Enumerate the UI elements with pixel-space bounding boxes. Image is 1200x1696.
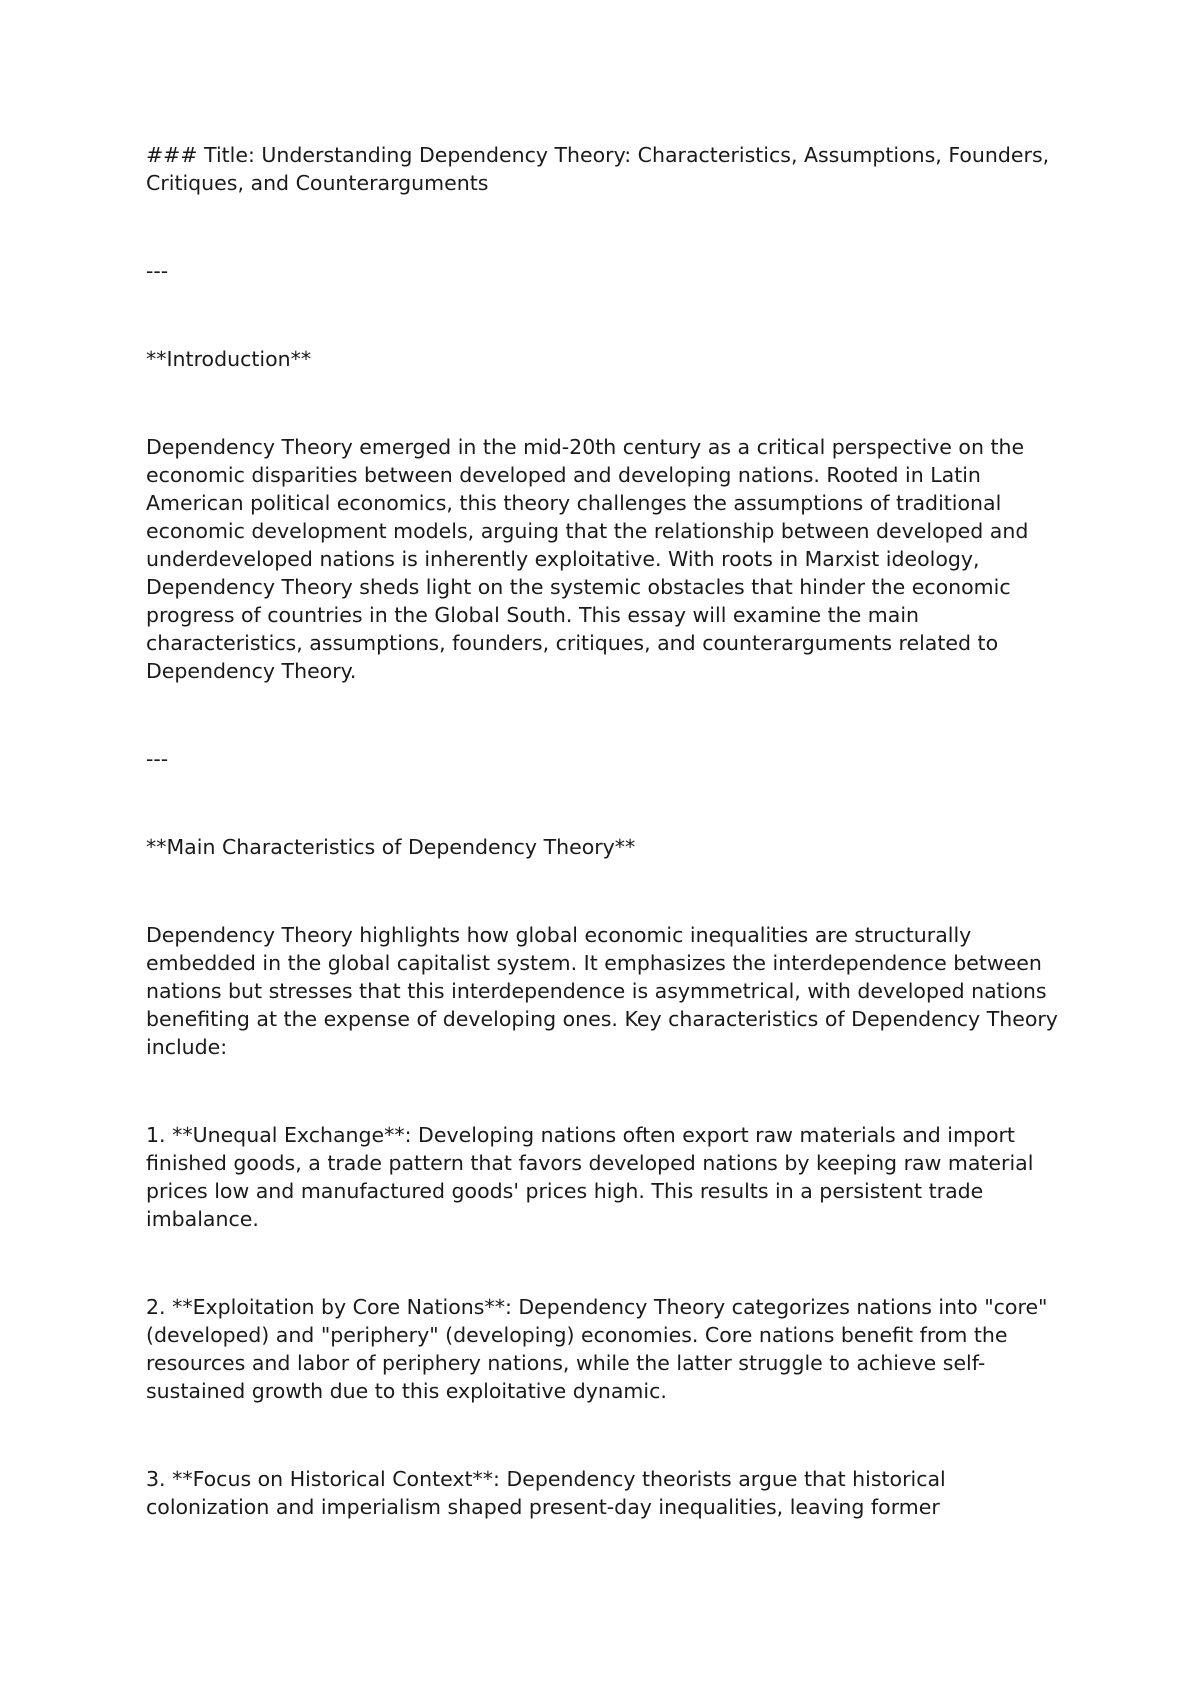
list-item: 2. **Exploitation by Core Nations**: Dependency Theory categorizes nations into "core" (developed) and "periphery" (developing) economies. Core nations benefit from the resources and labor of periphery nations, while the latter struggle to achieve self-sustained growth due to this exploitative dynamic. [146,1295,1048,1403]
section-heading-introduction: **Introduction** [146,347,312,371]
document-page [146,141,1066,1581]
paragraph-characteristics: Dependency Theory highlights how global economic inequalities are structurally embedded in the global capitalist system. It emphasizes the interdependence between nations but stresses that this interdependence is asymmetrical, with developed nations benefiting at the expense of developing ones. Key characteristics of Dependency Theory include: [146,923,1058,1059]
paragraph-introduction: Dependency Theory emerged in the mid-20th century as a critical perspective on the economic disparities between developed and developing nations. Rooted in Latin American political economics, this theory challenges the assumptions of traditional economic development models, arguing that the relationship between developed and underdeveloped nations is inherently exploitative. With roots in Marxist ideology, Dependency Theory sheds light on the systemic obstacles that hinder the economic progress of countries in the Global South. This essay will examine the main characteristics, assumptions, founders, critiques, and counterarguments related to Dependency Theory. [146,435,1029,683]
list-item: 1. **Unequal Exchange**: Developing nations often export raw materials and import finished goods, a trade pattern that favors developed nations by keeping raw material prices low and manufactured goods' prices high. This results in a persistent trade imbalance. [146,1123,1034,1231]
document-title: ### Title: Understanding Dependency Theory: Characteristics, Assumptions, Founders, Critiques, and Counterarguments [146,143,1050,195]
section-heading-characteristics: **Main Characteristics of Dependency Theory** [146,835,636,859]
separator: --- [146,259,169,283]
separator: --- [146,747,169,771]
list-item: 3. **Focus on Historical Context**: Dependency theorists argue that historical colonization and imperialism shaped present-day inequalities, leaving former [146,1467,946,1519]
